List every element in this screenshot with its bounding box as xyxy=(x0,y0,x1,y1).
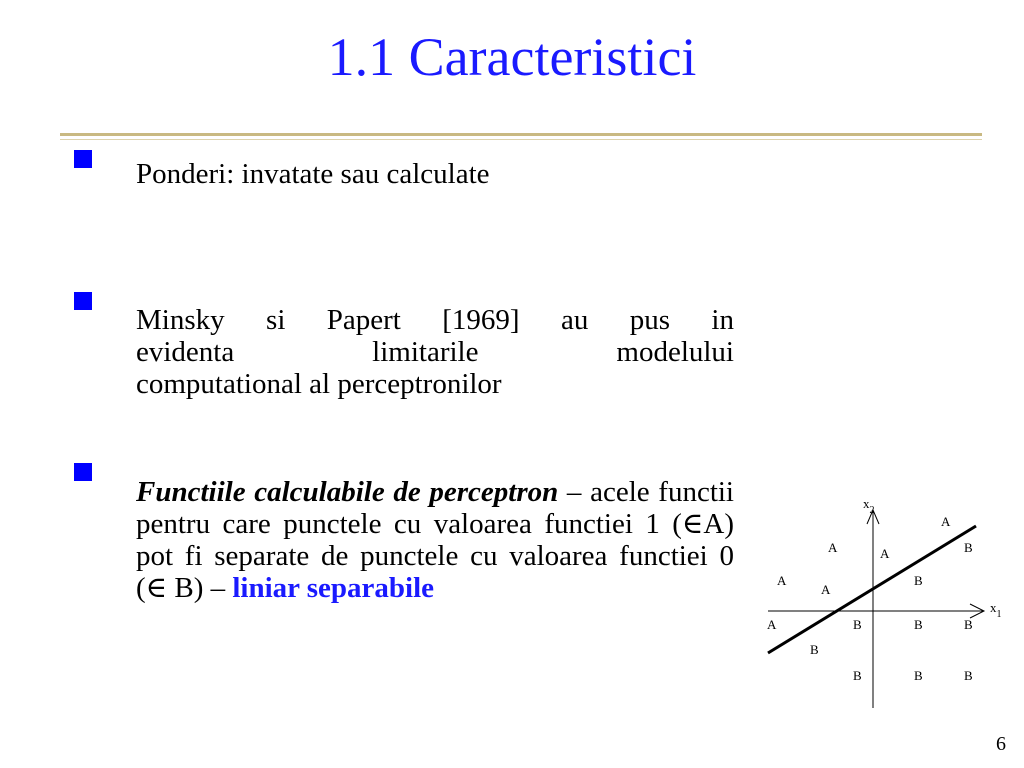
bullet-term: Functiile calculabile de perceptron xyxy=(136,476,559,508)
title-divider-shadow xyxy=(60,139,982,140)
x2-axis-label: $x_2$ xyxy=(863,496,875,516)
point-label: A xyxy=(941,514,951,529)
bullet-marker-3 xyxy=(74,463,92,481)
point-label: B xyxy=(914,617,923,632)
point-label: A xyxy=(821,582,831,597)
point-label: B xyxy=(964,617,973,632)
bullet-marker-2 xyxy=(74,292,92,310)
point-label: A xyxy=(880,546,890,561)
bullet-text-2-line-1: Minsky si Papert [1969] au pus in xyxy=(136,304,734,336)
x1-axis-label: $x_1$ xyxy=(990,600,1002,620)
bullet-text-1: Ponderi: invatate sau calculate xyxy=(136,158,490,190)
point-label: B xyxy=(853,617,862,632)
page-number: 6 xyxy=(996,733,1006,755)
bullet-marker-1 xyxy=(74,150,92,168)
point-label: B xyxy=(914,573,923,588)
slide-title: 1.1 Caracteristici xyxy=(327,27,697,87)
highlight-term: liniar separabile xyxy=(232,572,435,604)
linear-separability-diagram xyxy=(760,490,1010,715)
bullet-text-2-line-2: evidenta limitarile modelului xyxy=(136,336,734,368)
bullet-definition: – acele functii pentru care punctele cu valoarea functiei 1 (∈A) pot fi separate de punctele cu valoarea functiei 0 (∈ B) – xyxy=(136,476,734,604)
point-label: A xyxy=(777,573,787,588)
bullet-text-2-line-3: computational al perceptronilor xyxy=(136,368,502,400)
point-label: A xyxy=(767,617,777,632)
point-label: B xyxy=(964,668,973,683)
point-label: B xyxy=(810,642,819,657)
bullet-text-3 xyxy=(136,476,734,604)
separating-line xyxy=(768,526,976,653)
point-label: B xyxy=(853,668,862,683)
point-label: B xyxy=(964,540,973,555)
point-label: B xyxy=(914,668,923,683)
title-divider xyxy=(60,133,982,136)
point-label: A xyxy=(828,540,838,555)
